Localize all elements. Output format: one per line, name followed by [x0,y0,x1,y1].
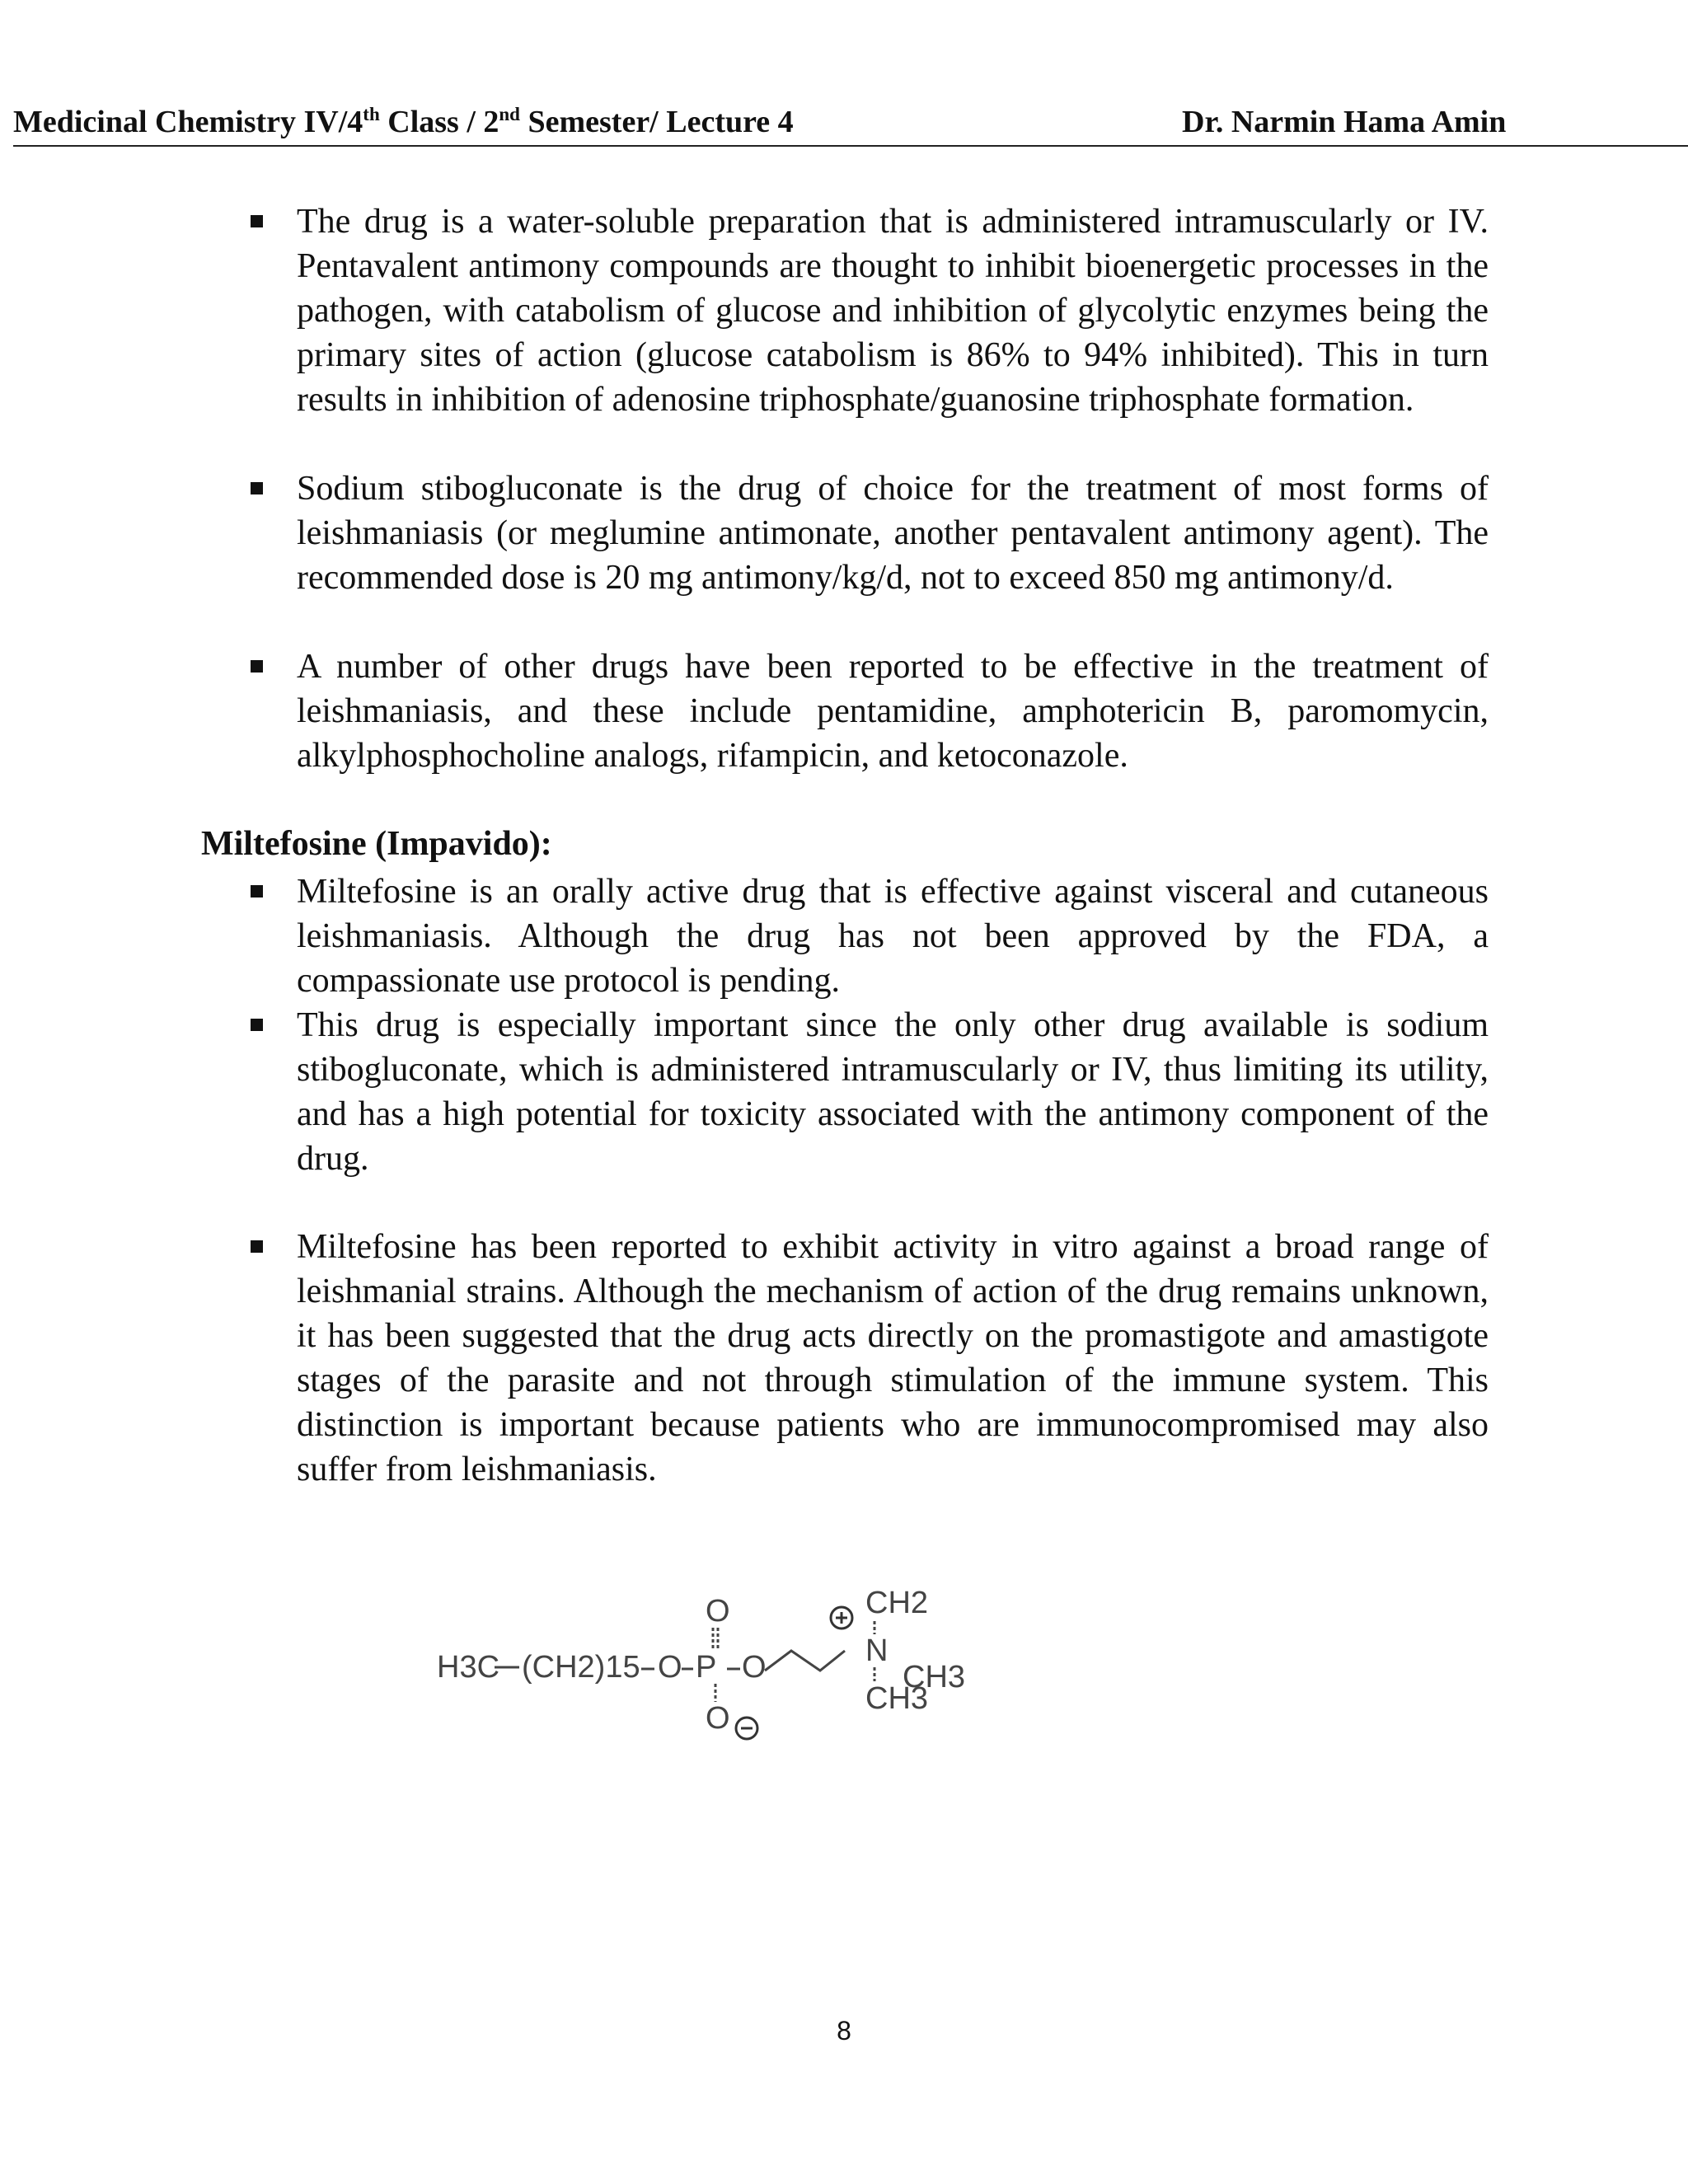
miltefosine-structure [429,1570,1006,1760]
bullet-item [297,466,1489,600]
bullet-text: The drug is a water-soluble preparation that is administered intramuscularly or IV. Pentavalent antimony compounds are thought to inhibit bioenergetic processes in the pathogen, with catabolism of glucose and inhibition of glycolytic enzymes being the primary sites of action (glucose catabolism is 86% to 94% inhibited). This in turn results in inhibition of adenosine triphosphate/guanosine triphosphate formation. [297,203,1489,419]
structure-o-double: O [706,1594,730,1629]
bullet-text: Sodium stibogluconate is the drug of choice for the treatment of most forms of leishmaniasis (or meglumine antimonate, another pentavalent antimony agent). The recommended dose is 20 mg antimony/kg/d, not to exceed 850 mg antimony/d. [297,470,1489,597]
bullet-square-icon [251,1019,263,1031]
bullet-item [297,1003,1489,1181]
bullet-square-icon [251,885,263,898]
structure-phosphorus: P [696,1650,717,1685]
structure-ch3-right: CH3 [903,1660,966,1694]
structure-ch2: CH2 [865,1586,929,1620]
bullet-square-icon [251,1240,263,1253]
bullet-item [297,1225,1489,1492]
page-number: 8 [837,2016,851,2046]
bullet-item [297,644,1489,778]
page-header [13,104,1688,147]
structure-o-link: O [658,1650,682,1685]
structure-ch3-bottom: CH3 [865,1681,929,1716]
structure-nitrogen: N [865,1633,889,1668]
header-course-title: Medicinal Chemistry IV/4th Class / 2nd Semester/ Lecture 4 [13,104,794,139]
bullet-text: Miltefosine has been reported to exhibit activity in vitro against a broad range of leishmanial strains. Although the mechanism of action of the drug remains unknown, it has been suggested that the drug acts directly on the promastigote and amastigote stages of the parasite and not through stimulation of the immune system. This distinction is important because patients who are immunocompromised may also suffer from leishmaniasis. [297,1228,1489,1488]
bullet-text: A number of other drugs have been reported to be effective in the treatment of leishmaniasis, and these include pentamidine, amphotericin B, paromomycin, alkylphosphocholine analogs, rifampicin, and ketoconazole. [297,648,1489,775]
bullet-square-icon [251,660,263,673]
bullet-text: Miltefosine is an orally active drug that is effective against visceral and cutaneous leishmaniasis. Although the drug has not been approved by the FDA, a compassionate use protocol is pending. [297,873,1489,1000]
bullet-square-icon [251,482,263,494]
bullet-item [297,199,1489,422]
section-heading: Miltefosine (Impavido): [201,825,552,863]
bullet-text: This drug is especially important since the only other drug available is sodium stibogluconate, which is administered intramuscularly or IV, thus limiting its utility, and has a high potential for toxicity associated with the antimony component of the drug. [297,1006,1489,1178]
bullet-square-icon [251,215,263,227]
structure-o-minus: O [706,1701,730,1736]
header-author: Dr. Narmin Hama Amin [1182,105,1507,139]
structure-o-ether: O [742,1650,767,1685]
structure-ch2-chain: (CH2)15 [522,1650,640,1685]
bullet-item [297,869,1489,1003]
structure-h3c: H3C [437,1650,500,1685]
